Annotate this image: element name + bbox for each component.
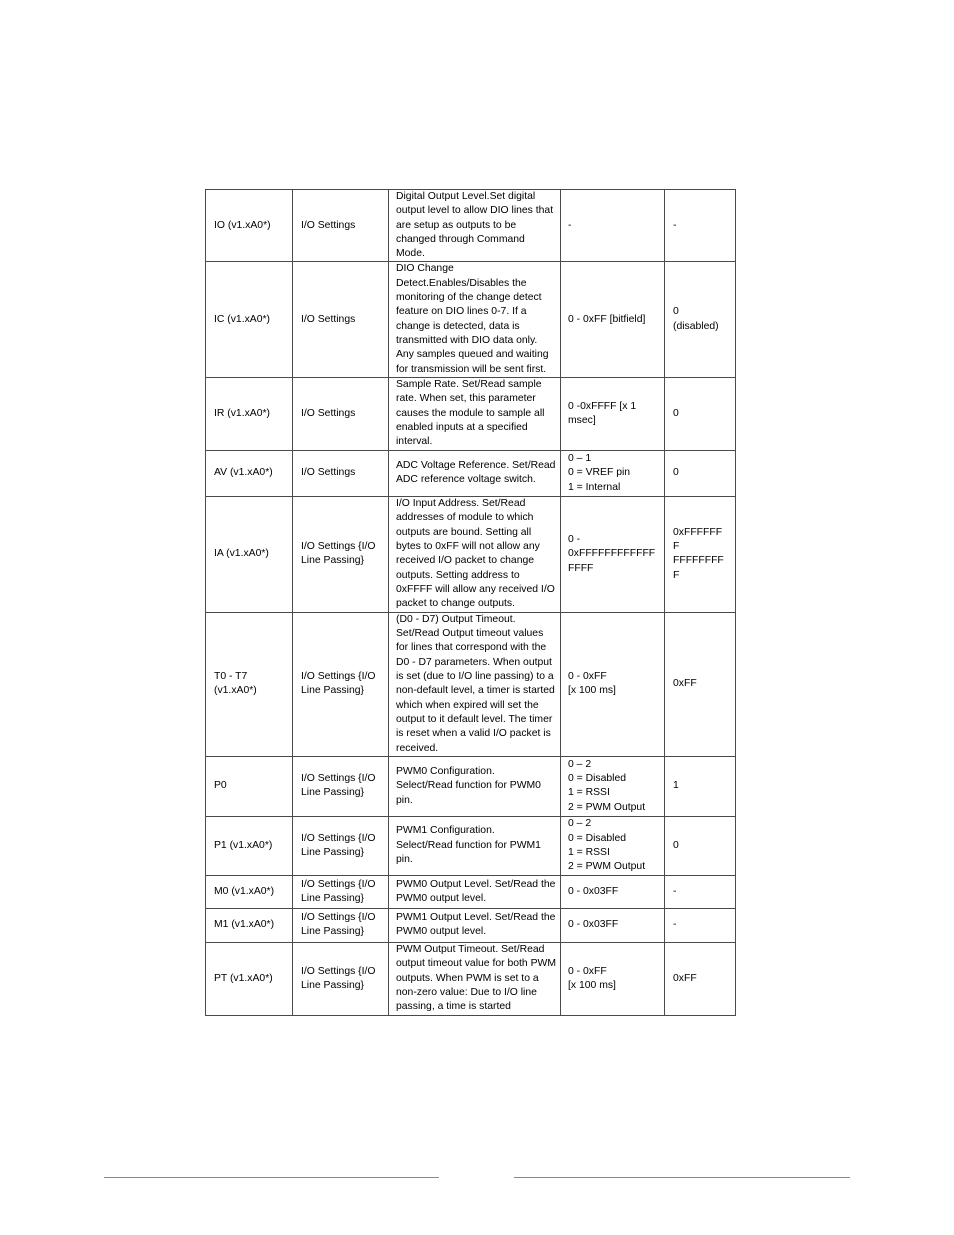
table-row <box>206 612 736 756</box>
default-cell: 0xFF <box>665 612 736 756</box>
table-row <box>206 262 736 377</box>
command-cell: IC (v1.xA0*) <box>206 262 293 377</box>
range-cell: 0 - 0x03FF <box>561 875 665 908</box>
default-cell: 0 (disabled) <box>665 262 736 377</box>
description-cell: PWM0 Output Level. Set/Read the PWM0 output level. <box>389 875 561 908</box>
range-cell: 0 - 0xFF [x 100 ms] <box>561 612 665 756</box>
command-cell: M0 (v1.xA0*) <box>206 875 293 908</box>
table-row <box>206 450 736 496</box>
description-cell: Digital Output Level.Set digital output level to allow DIO lines that are setup as outputs to be changed through Command Mode. <box>389 190 561 262</box>
description-cell: I/O Input Address. Set/Read addresses of module to which outputs are bound. Setting all bytes to 0xFF will not allow any received I/O packet to change outputs. Setting address to 0xFFFF will allow any received I/O packet to change outputs. <box>389 496 561 612</box>
description-cell: PWM1 Configuration. Select/Read function for PWM1 pin. <box>389 816 561 875</box>
range-cell: 0 - 0xFF [x 100 ms] <box>561 942 665 1015</box>
category-cell: I/O Settings <box>293 377 389 450</box>
command-cell: P1 (v1.xA0*) <box>206 816 293 875</box>
range-cell: - <box>561 190 665 262</box>
range-cell: 0 - 0x03FF <box>561 908 665 942</box>
table-row <box>206 942 736 1015</box>
category-cell: I/O Settings <box>293 190 389 262</box>
command-cell: PT (v1.xA0*) <box>206 942 293 1015</box>
default-cell: 1 <box>665 756 736 816</box>
table-row <box>206 377 736 450</box>
command-table <box>205 189 736 1016</box>
table-row <box>206 908 736 942</box>
description-cell: PWM1 Output Level. Set/Read the PWM0 output level. <box>389 908 561 942</box>
default-cell: - <box>665 875 736 908</box>
footer-rule-left <box>104 1177 439 1178</box>
table-row <box>206 816 736 875</box>
category-cell: I/O Settings <box>293 450 389 496</box>
table-row <box>206 875 736 908</box>
category-cell: I/O Settings {I/O Line Passing} <box>293 496 389 612</box>
category-cell: I/O Settings {I/O Line Passing} <box>293 612 389 756</box>
range-cell: 0 -0xFFFF [x 1 msec] <box>561 377 665 450</box>
command-cell: P0 <box>206 756 293 816</box>
default-cell: 0 <box>665 377 736 450</box>
range-cell: 0 – 1 0 = VREF pin 1 = Internal <box>561 450 665 496</box>
default-cell: 0 <box>665 816 736 875</box>
default-cell: 0xFFFFFF F FFFFFFFF F <box>665 496 736 612</box>
category-cell: I/O Settings {I/O Line Passing} <box>293 942 389 1015</box>
default-cell: 0 <box>665 450 736 496</box>
description-cell: DIO Change Detect.Enables/Disables the monitoring of the change detect feature on DIO lines 0-7. If a change is detected, data is transmitted with DIO data only. Any samples queued and waiting for transmission will be sent first. <box>389 262 561 377</box>
category-cell: I/O Settings <box>293 262 389 377</box>
description-cell: PWM0 Configuration. Select/Read function for PWM0 pin. <box>389 756 561 816</box>
range-cell: 0 - 0xFF [bitfield] <box>561 262 665 377</box>
table-row <box>206 756 736 816</box>
description-cell: ADC Voltage Reference. Set/Read ADC reference voltage switch. <box>389 450 561 496</box>
category-cell: I/O Settings {I/O Line Passing} <box>293 756 389 816</box>
category-cell: I/O Settings {I/O Line Passing} <box>293 816 389 875</box>
description-cell: (D0 - D7) Output Timeout. Set/Read Output timeout values for lines that correspond with the D0 - D7 parameters. When output is set (due to I/O line passing) to a non-default level, a timer is started which when expired will set the output to it default level. The timer is reset when a valid I/O packet is received. <box>389 612 561 756</box>
table-row <box>206 190 736 262</box>
range-cell: 0 – 2 0 = Disabled 1 = RSSI 2 = PWM Output <box>561 816 665 875</box>
footer-rule-right <box>514 1177 850 1178</box>
command-cell: AV (v1.xA0*) <box>206 450 293 496</box>
default-cell: - <box>665 908 736 942</box>
range-cell: 0 – 2 0 = Disabled 1 = RSSI 2 = PWM Output <box>561 756 665 816</box>
default-cell: 0xFF <box>665 942 736 1015</box>
description-cell: PWM Output Timeout. Set/Read output timeout value for both PWM outputs. When PWM is set to a non-zero value: Due to I/O line passing, a time is started <box>389 942 561 1015</box>
command-cell: T0 - T7 (v1.xA0*) <box>206 612 293 756</box>
category-cell: I/O Settings {I/O Line Passing} <box>293 908 389 942</box>
command-cell: IO (v1.xA0*) <box>206 190 293 262</box>
description-cell: Sample Rate. Set/Read sample rate. When set, this parameter causes the module to sample all enabled inputs at a specified interval. <box>389 377 561 450</box>
default-cell: - <box>665 190 736 262</box>
category-cell: I/O Settings {I/O Line Passing} <box>293 875 389 908</box>
command-cell: IA (v1.xA0*) <box>206 496 293 612</box>
command-cell: IR (v1.xA0*) <box>206 377 293 450</box>
table-row <box>206 496 736 612</box>
command-cell: M1 (v1.xA0*) <box>206 908 293 942</box>
range-cell: 0 - 0xFFFFFFFFFFFF FFFF <box>561 496 665 612</box>
